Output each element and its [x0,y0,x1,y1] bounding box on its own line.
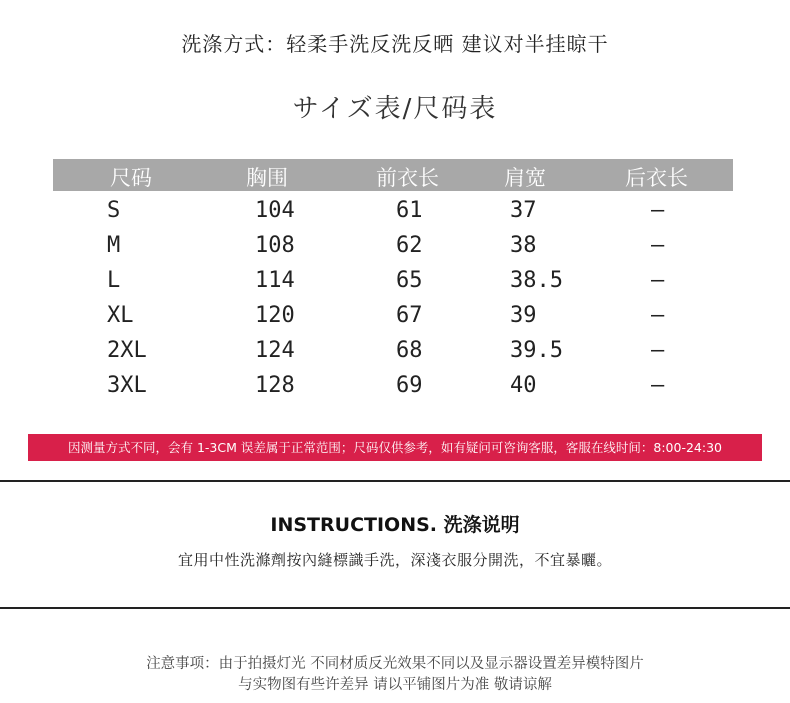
cell-back-length: – [651,338,665,363]
note-line-2: 与实物图有些许差异 请以平铺图片为准 敬请谅解 [238,677,552,693]
cell-shoulder: 37 [510,198,537,223]
header-back-length: 后衣长 [625,166,688,190]
cell-chest: 104 [255,198,295,223]
cell-size: 2XL [107,338,147,363]
cell-shoulder: 40 [510,373,537,398]
note-line-1: 注意事项：由于拍摄灯光 不同材质反光效果不同以及显示器设置差异模特图片 [146,656,644,672]
cell-back-length: – [651,268,665,293]
table-row [0,338,790,372]
cell-front-length: 68 [396,338,423,363]
cell-chest: 120 [255,303,295,328]
cell-back-length: – [651,373,665,398]
cell-shoulder: 39.5 [510,338,563,363]
cell-size: L [107,268,121,293]
cell-back-length: – [651,303,665,328]
cell-front-length: 62 [396,233,423,258]
cell-chest: 124 [255,338,295,363]
cell-chest: 114 [255,268,295,293]
cell-back-length: – [651,198,665,223]
table-row [0,373,790,407]
table-row [0,303,790,337]
instructions-text: 宜用中性洗滌劑按內縫標識手洗，深淺衣服分開洗，不宜暴曬。 [177,551,612,569]
measurement-notice-banner: 因测量方式不同，会有 1-3CM 误差属于正常范围；尺码仅供参考，如有疑问可咨询客服，客服在线时间：8:00-24:30 [28,434,762,461]
cell-front-length: 67 [396,303,423,328]
cell-back-length: – [651,233,665,258]
cell-shoulder: 39 [510,303,537,328]
header-chest: 胸围 [246,166,288,190]
header-front-length: 前衣长 [376,166,439,190]
cell-size: S [107,198,121,223]
cell-front-length: 61 [396,198,423,223]
washing-method-text: 洗涤方式：轻柔手洗反洗反晒 建议对半挂晾干 [181,32,609,56]
table-row [0,198,790,232]
cell-size: M [107,233,121,258]
cell-chest: 128 [255,373,295,398]
cell-shoulder: 38 [510,233,537,258]
size-table-header [53,159,733,191]
cell-front-length: 69 [396,373,423,398]
table-row [0,268,790,302]
header-size: 尺码 [110,166,152,190]
divider-bottom [0,607,790,609]
divider-top [0,480,790,482]
cell-size: 3XL [107,373,147,398]
cell-size: XL [107,303,134,328]
size-chart-title: サイズ表/尺码表 [292,94,498,124]
instructions-title: INSTRUCTIONS. 洗涤说明 [270,514,520,536]
cell-shoulder: 38.5 [510,268,563,293]
cell-chest: 108 [255,233,295,258]
header-shoulder: 肩宽 [504,166,546,190]
cell-front-length: 65 [396,268,423,293]
table-row [0,233,790,267]
